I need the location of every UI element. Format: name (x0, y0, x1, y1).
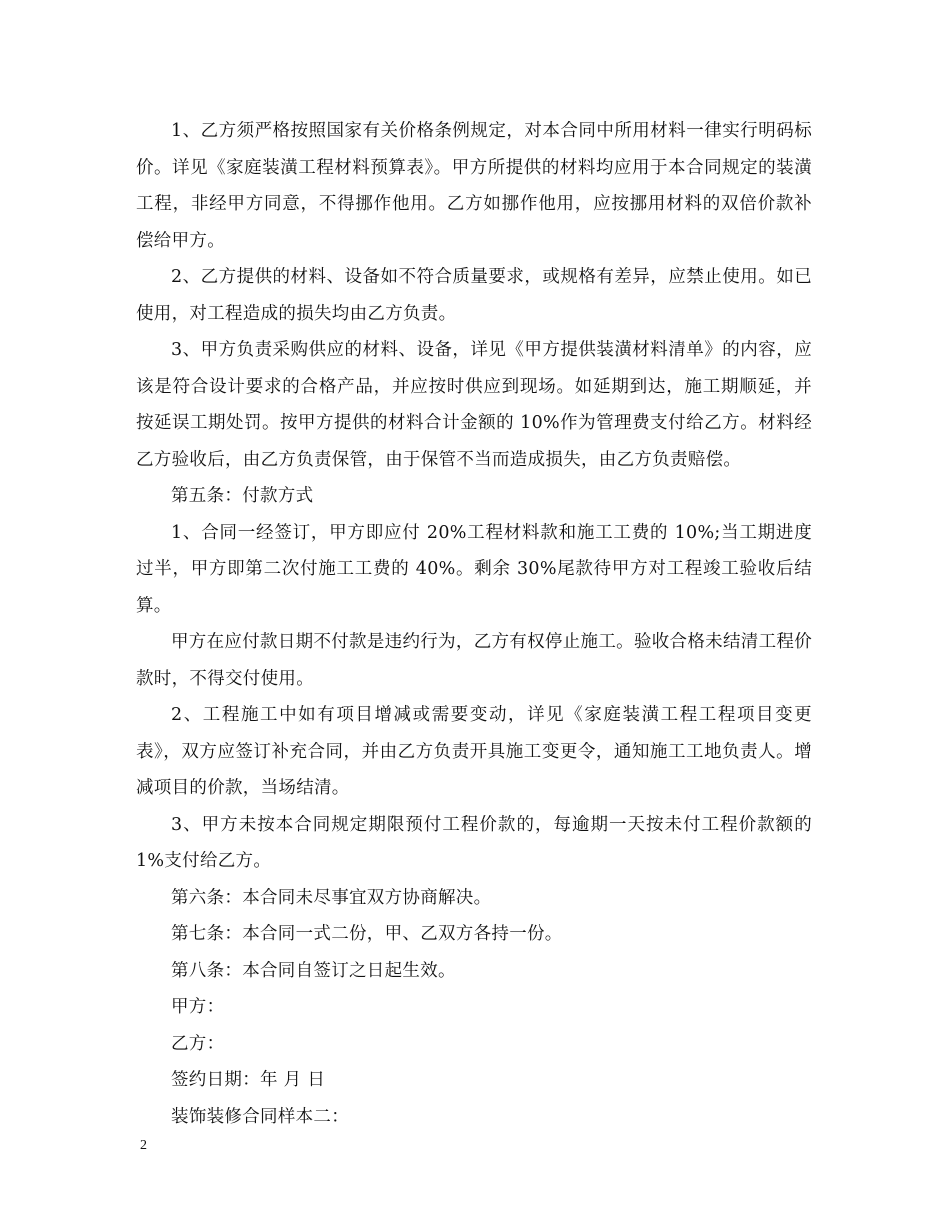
article-8: 第八条：本合同自签订之日起生效。 (171, 960, 456, 981)
clause-party-a-supply: 3、甲方负责采购供应的材料、设备，详见《甲方提供装潢材料清单》的内容，应该是符合设计要求的合格产品，并应按时供应到现场。如延期到达，施工期顺延，并按延误工期处罚。按甲方提供的材料合计金额的 10%作为管理费支付给乙方。材料经乙方验收后，由乙方负责保管，由于保管不当而造成损失，由乙方负责赔偿。 (136, 340, 812, 470)
article-5-heading: 第五条：付款方式 (171, 486, 314, 506)
clause-materials-quality: 2、乙方提供的材料、设备如不符合质量要求，或规格有差异，应禁止使用。如已使用，对工程造成的损失均由乙方负责。 (136, 267, 812, 324)
clause-late-prepayment-penalty: 3、甲方未按本合同规定期限预付工程价款的，每逾期一天按未付工程价款额的 1%支付给乙方。 (136, 814, 812, 871)
clause-payment-schedule: 1、合同一经签订，甲方即应付 20%工程材料款和施工工费的 10%;当工期进度过半，甲方即第二次付施工工费的 40%。剩余 30%尾款待甲方对工程竣工验收后结算。 (136, 522, 812, 616)
article-7: 第七条：本合同一式二份，甲、乙双方各持一份。 (171, 924, 563, 944)
party-b-signature-line: 乙方： (171, 1033, 225, 1054)
clause-project-changes: 2、工程施工中如有项目增减或需要变动，详见《家庭装潢工程工程项目变更表》，双方应签订补充合同，并由乙方负责开具施工变更令，通知施工工地负责人。增减项目的价款，当场结清。 (136, 705, 812, 798)
signing-date-line: 签约日期：年 月 日 (171, 1070, 326, 1090)
party-a-signature-line: 甲方： (171, 997, 225, 1017)
sample-two-heading: 装饰装修合同样本二： (171, 1106, 349, 1127)
article-6: 第六条：本合同未尽事宜双方协商解决。 (171, 887, 492, 908)
clause-materials-pricing: 1、乙方须严格按照国家有关价格条例规定，对本合同中所用材料一律实行明码标价。详见《家庭装潢工程材料预算表》。甲方所提供的材料均应用于本合同规定的装潢工程，非经甲方同意，不得挪作他用。乙方如挪作他用，应按挪用材料的双倍价款补偿给甲方。 (136, 121, 812, 251)
page-number: 2 (140, 1138, 147, 1153)
clause-late-payment-breach: 甲方在应付款日期不付款是违约行为，乙方有权停止施工。验收合格未结清工程价款时，不得交付使用。 (136, 632, 812, 689)
document-body (136, 113, 812, 1135)
